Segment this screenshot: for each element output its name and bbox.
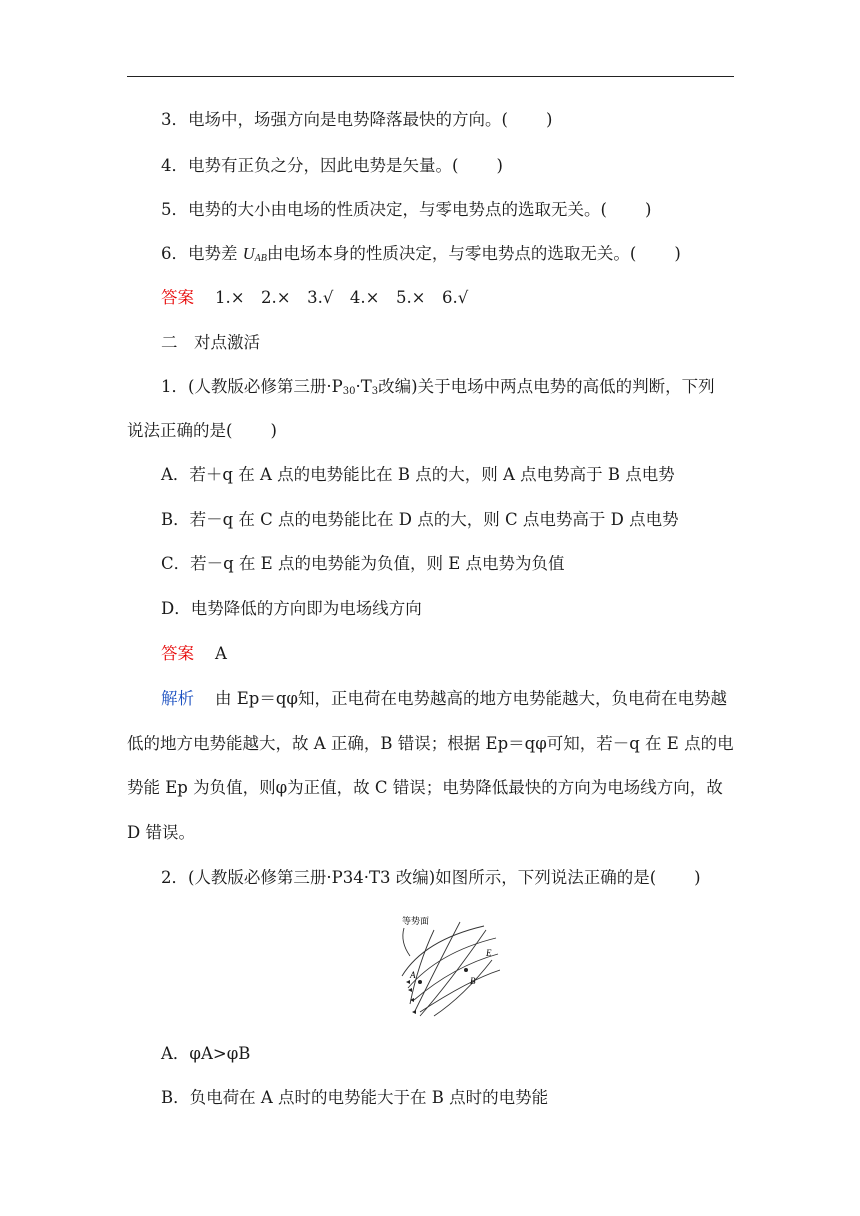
- figure-label-b: B: [470, 976, 476, 986]
- analysis-line-2: 低的地方电势能越大，故 A 正确，B 错误；根据 Ep＝qφ可知，若－q 在 E 点的电: [127, 734, 734, 753]
- item-3: 3．电场中，场强方向是电势降落最快的方向。( ): [161, 110, 553, 129]
- answer-label: 答案: [161, 288, 194, 307]
- header-rule: [127, 76, 734, 77]
- item-5: 5．电势的大小由电场的性质决定，与零电势点的选取无关。( ): [161, 200, 652, 219]
- problem-1-stem-cont: 说法正确的是( ): [127, 421, 277, 440]
- equipotential-figure: [384, 912, 500, 1022]
- problem-1-stem: 1．(人教版必修第三册$\cdot P_{30}\cdot T_3$改编)关于电场中两点电势的高低的判断，下列: [161, 377, 715, 397]
- answer-text: A: [214, 644, 227, 663]
- analysis-line-1: 解析 由 Ep＝qφ知，正电荷在电势越高的地方电势能越大，负电荷在电势越: [161, 689, 727, 708]
- option-d: D．电势降低的方向即为电场线方向: [161, 599, 422, 618]
- figure-label-e: E: [486, 948, 492, 958]
- option-b: B．若－q 在 C 点的电势能比在 D 点的大，则 C 点电势高于 D 点电势: [161, 510, 679, 529]
- answer-1: [161, 287, 468, 309]
- section-heading: 二 对点激活: [161, 333, 260, 352]
- item-6: 6．电势差 $U_{AB}$由电场本身的性质决定，与零电势点的选取无关。( ): [161, 244, 681, 264]
- figure-label-surface: 等势面: [402, 916, 430, 926]
- p2-option-b: B．负电荷在 A 点时的电势能大于在 B 点时的电势能: [161, 1088, 549, 1107]
- option-c: C．若－q 在 E 点的电势能为负值，则 E 点电势为负值: [161, 554, 565, 573]
- answer-label: 答案: [161, 644, 194, 663]
- answer-2: [161, 643, 227, 665]
- option-a: A．若＋q 在 A 点的电势能比在 B 点的大，则 A 点电势高于 B 点电势: [161, 465, 675, 484]
- analysis-line-4: D 错误。: [127, 823, 195, 842]
- problem-2-stem: 2．(人教版必修第三册·P34·T3 改编)如图所示，下列说法正确的是( ): [161, 868, 701, 887]
- item-4: 4．电势有正负之分，因此电势是矢量。( ): [161, 156, 503, 175]
- analysis-label: 解析: [161, 689, 194, 708]
- p2-option-a: A．φA>φB: [161, 1044, 251, 1063]
- figure-label-a: A: [410, 970, 416, 980]
- analysis-line-3: 势能 Ep 为负值，则φ为正值，故 C 错误；电势降低最快的方向为电场线方向，故: [127, 778, 723, 797]
- answer-text: 1.× 2.× 3.√ 4.× 5.× 6.√: [214, 288, 469, 307]
